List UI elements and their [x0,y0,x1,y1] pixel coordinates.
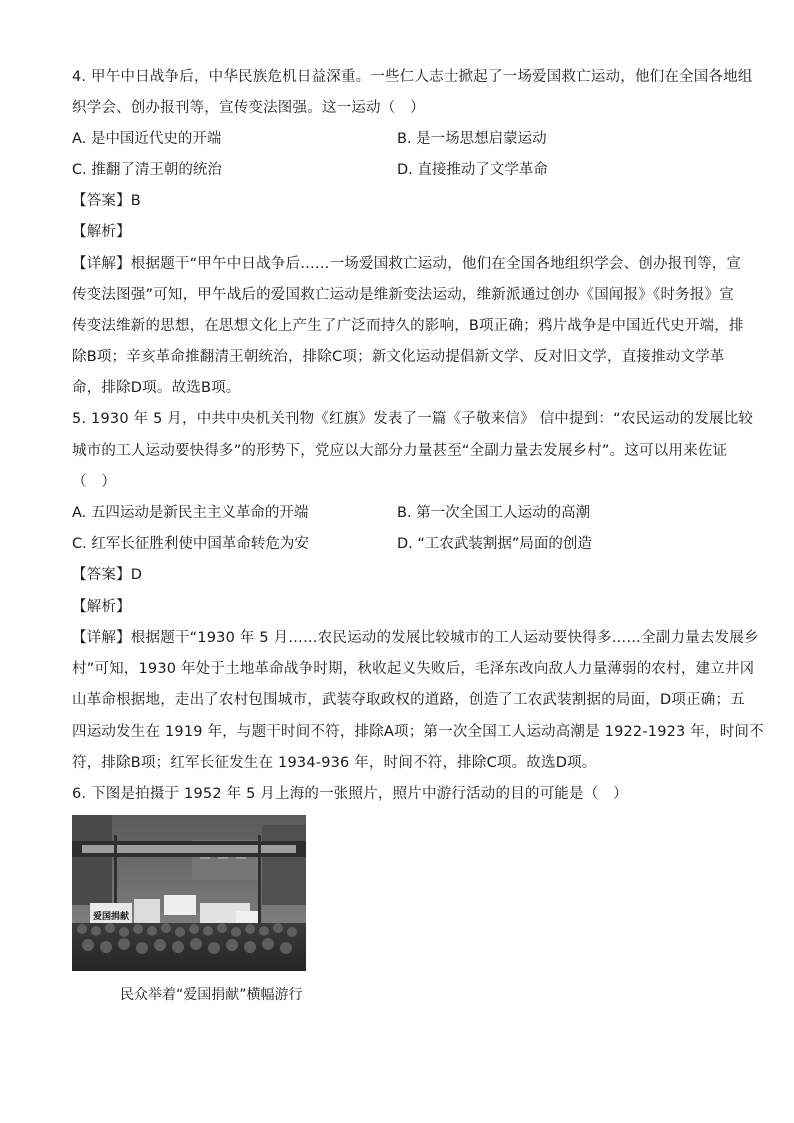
q4-answer: 【答案】B [72,193,141,209]
q4-analysis-label: 【解析】 [72,224,131,240]
q4-detail-line-3: 传变法维新的思想，在思想文化上产生了广泛而持久的影响，B项正确；鸦片战争是中国近代史开端，排 [72,318,744,334]
q5-answer: 【答案】D [72,567,143,583]
q5-stem-line-3: （ ） [72,474,117,490]
q5-option-d: D. “工农武装割据”局面的创造 [397,536,592,552]
q4-option-b: B. 是一场思想启蒙运动 [397,131,547,147]
q6-stem: 6. 下图是拍摄于 1952 年 5 月上海的一张照片，照片中游行活动的目的可能是（ ） [72,786,628,802]
placard-text-1: 爱国捐献 [93,912,130,922]
q5-option-c: C. 红军长征胜利使中国革命转危为安 [72,536,309,552]
q4-stem-line-2: 织学会、创办报刊等，宣传变法图强。这一运动（ ） [72,100,425,116]
q4-option-c: C. 推翻了清王朝的统治 [72,162,222,178]
q4-option-a: A. 是中国近代史的开端 [72,131,222,147]
q5-stem-line-2: 城市的工人运动要快得多”的形势下，党应以大部分力量甚至“全副力量去发展乡村”。这可以用来佐证 [72,443,728,459]
q5-option-b: B. 第一次全国工人运动的高潮 [397,505,591,521]
q5-detail-line-2: 村”可知，1930 年处于土地革命战争时期，秋收起义失败后，毛泽东改向敌人力量薄弱的农村，建立井冈 [72,661,755,677]
q5-detail-line-1: 【详解】根据题干“1930 年 5 月……农民运动的发展比较城市的工人运动要快得多……全副力量去发展乡 [72,630,759,646]
parade-photo [72,815,306,971]
q4-option-d: D. 直接推动了文学革命 [397,162,548,178]
parade-photo-illustration [72,815,306,971]
q5-detail-line-5: 符，排除B项；红军长征发生在 1934-936 年，时间不符，排除C项。故选D项。 [72,755,597,771]
q4-stem-line-1: 4. 甲午中日战争后，中华民族危机日益深重。一些仁人志士掀起了一场爱国救亡运动，他们在全国各地组 [72,69,753,85]
q5-stem-line-1: 5. 1930 年 5 月，中共中央机关刊物《红旗》发表了一篇《子敬来信》 信中提到：“农民运动的发展比较 [72,411,754,427]
q5-analysis-label: 【解析】 [72,599,131,615]
q4-detail-line-1: 【详解】根据题干“甲午中日战争后……一场爱国救亡运动，他们在全国各地组织学会、创办报刊等，宣 [72,256,742,272]
photo-caption: 民众举着“爱国捐献”横幅游行 [120,987,303,1003]
q4-detail-line-5: 命，排除D项。故选B项。 [72,380,241,396]
q5-option-a: A. 五四运动是新民主主义革命的开端 [72,505,309,521]
q5-detail-line-3: 山革命根据地，走出了农村包围城市，武装夺取政权的道路，创造了工农武装割据的局面，D项正确；五 [72,692,745,708]
q4-detail-line-2: 传变法图强”可知，甲午战后的爱国救亡运动是维新变法运动，维新派通过创办《国闻报》《时务报》宣 [72,287,734,303]
q5-detail-line-4: 四运动发生在 1919 年，与题干时间不符，排除A项；第一次全国工人运动高潮是 1922-1923 年，时间不 [72,724,764,740]
q4-detail-line-4: 除B项；辛亥革命推翻清王朝统治，排除C项；新文化运动提倡新文学、反对旧文学，直接推动文学革 [72,349,725,365]
